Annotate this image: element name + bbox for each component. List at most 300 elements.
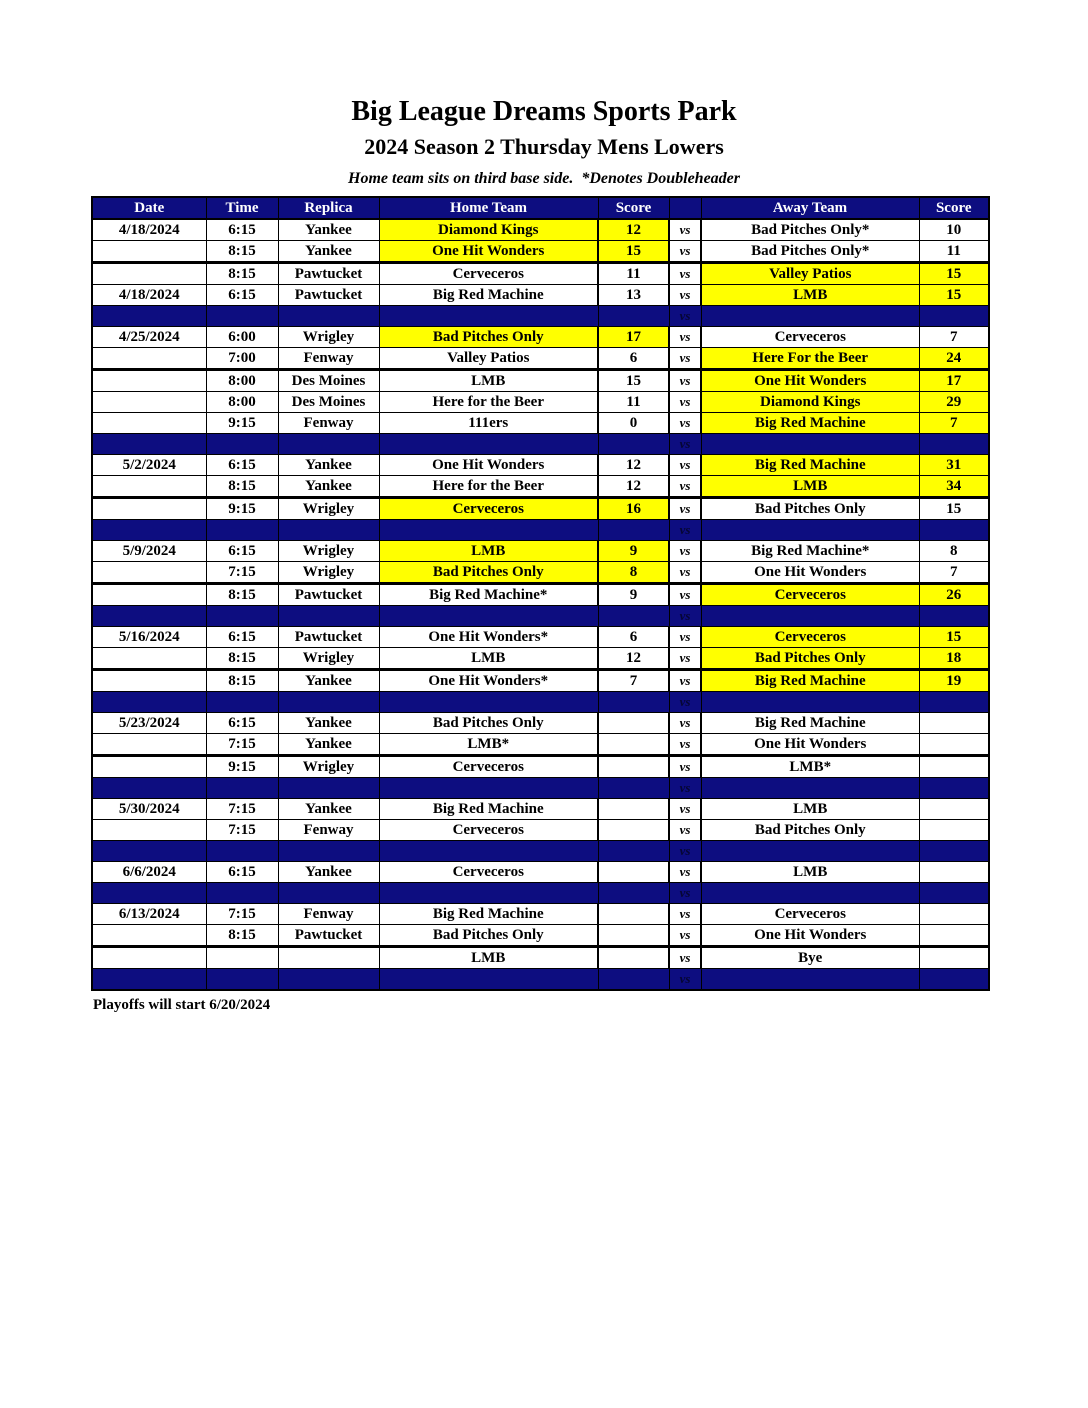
sep-score2-cell: [919, 883, 989, 904]
time-cell: 8:00: [206, 392, 278, 413]
away-score-cell: 15: [919, 263, 989, 285]
home-score-cell: 11: [598, 263, 669, 285]
home-score-cell: 6: [598, 348, 669, 370]
home-score-cell: [598, 862, 669, 883]
home-team-cell: Cerveceros: [379, 498, 598, 520]
game-row: [92, 820, 989, 841]
sep-home-cell: [379, 778, 598, 799]
away-team-cell: Bad Pitches Only: [701, 498, 919, 520]
sep-away-cell: [701, 778, 919, 799]
time-cell: 8:15: [206, 584, 278, 606]
home-team-cell: Bad Pitches Only: [379, 562, 598, 584]
time-cell: 7:15: [206, 562, 278, 584]
home-team-cell: Big Red Machine: [379, 904, 598, 925]
away-score-cell: [919, 820, 989, 841]
sep-time-cell: [206, 778, 278, 799]
away-team-cell: Valley Patios: [701, 263, 919, 285]
sep-away-cell: [701, 306, 919, 327]
away-score-cell: 8: [919, 541, 989, 562]
sep-time-cell: [206, 692, 278, 713]
vs-cell: vs: [669, 498, 701, 520]
home-score-cell: 12: [598, 219, 669, 241]
replica-cell: Yankee: [278, 862, 379, 883]
col-header-date: Date: [92, 197, 206, 219]
date-cell: 4/18/2024: [92, 285, 206, 306]
sep-vs-cell: vs: [669, 692, 701, 713]
home-team-cell: Bad Pitches Only: [379, 327, 598, 348]
sep-replica-cell: [278, 883, 379, 904]
game-row: [92, 925, 989, 947]
sep-home-cell: [379, 883, 598, 904]
game-row: [92, 327, 989, 348]
away-team-cell: Bad Pitches Only*: [701, 219, 919, 241]
date-cell: [92, 348, 206, 370]
time-cell: 6:15: [206, 862, 278, 883]
sep-date-cell: [92, 969, 206, 991]
game-row: [92, 498, 989, 520]
vs-cell: vs: [669, 241, 701, 263]
game-row: [92, 455, 989, 476]
away-score-cell: [919, 925, 989, 947]
sep-score1-cell: [598, 606, 669, 627]
date-cell: 4/25/2024: [92, 327, 206, 348]
vs-cell: vs: [669, 734, 701, 756]
home-team-cell: Here for the Beer: [379, 392, 598, 413]
col-header-score: Score: [598, 197, 669, 219]
sep-away-cell: [701, 520, 919, 541]
time-cell: 8:15: [206, 648, 278, 670]
game-row: [92, 476, 989, 498]
game-row: [92, 799, 989, 820]
game-row: [92, 370, 989, 392]
sep-date-cell: [92, 520, 206, 541]
away-score-cell: [919, 799, 989, 820]
home-score-cell: 16: [598, 498, 669, 520]
home-team-cell: One Hit Wonders: [379, 241, 598, 263]
away-team-cell: Cerveceros: [701, 627, 919, 648]
date-cell: [92, 498, 206, 520]
vs-cell: vs: [669, 327, 701, 348]
away-team-cell: LMB*: [701, 756, 919, 778]
home-score-cell: 17: [598, 327, 669, 348]
sep-home-cell: [379, 606, 598, 627]
time-cell: 8:15: [206, 670, 278, 692]
away-score-cell: 15: [919, 498, 989, 520]
replica-cell: Yankee: [278, 219, 379, 241]
replica-cell: Fenway: [278, 820, 379, 841]
date-cell: [92, 413, 206, 434]
sep-score2-cell: [919, 841, 989, 862]
date-cell: [92, 756, 206, 778]
sep-date-cell: [92, 692, 206, 713]
home-team-cell: One Hit Wonders: [379, 455, 598, 476]
game-row: [92, 904, 989, 925]
away-team-cell: One Hit Wonders: [701, 734, 919, 756]
away-team-cell: One Hit Wonders: [701, 925, 919, 947]
home-team-cell: One Hit Wonders*: [379, 670, 598, 692]
date-cell: 5/2/2024: [92, 455, 206, 476]
sep-away-cell: [701, 969, 919, 991]
separator-row: [92, 306, 989, 327]
sep-score1-cell: [598, 306, 669, 327]
replica-cell: Fenway: [278, 348, 379, 370]
away-team-cell: Cerveceros: [701, 584, 919, 606]
vs-cell: vs: [669, 799, 701, 820]
home-team-cell: Diamond Kings: [379, 219, 598, 241]
sep-replica-cell: [278, 969, 379, 991]
sep-replica-cell: [278, 606, 379, 627]
date-cell: [92, 670, 206, 692]
home-team-cell: LMB*: [379, 734, 598, 756]
away-team-cell: Cerveceros: [701, 904, 919, 925]
vs-cell: vs: [669, 285, 701, 306]
vs-cell: vs: [669, 820, 701, 841]
sep-away-cell: [701, 841, 919, 862]
replica-cell: Pawtucket: [278, 285, 379, 306]
game-row: [92, 348, 989, 370]
home-score-cell: [598, 925, 669, 947]
sep-date-cell: [92, 883, 206, 904]
home-team-cell: Cerveceros: [379, 756, 598, 778]
sep-home-cell: [379, 434, 598, 455]
away-score-cell: 15: [919, 627, 989, 648]
home-score-cell: 12: [598, 476, 669, 498]
sep-vs-cell: vs: [669, 434, 701, 455]
date-cell: [92, 562, 206, 584]
sep-score1-cell: [598, 841, 669, 862]
col-header-away-team: Away Team: [701, 197, 919, 219]
replica-cell: Wrigley: [278, 327, 379, 348]
away-score-cell: [919, 904, 989, 925]
sep-vs-cell: vs: [669, 520, 701, 541]
replica-cell: Yankee: [278, 241, 379, 263]
home-score-cell: [598, 756, 669, 778]
sep-away-cell: [701, 883, 919, 904]
sep-score2-cell: [919, 969, 989, 991]
sep-time-cell: [206, 841, 278, 862]
col-header-home-team: Home Team: [379, 197, 598, 219]
sep-time-cell: [206, 306, 278, 327]
game-row: [92, 392, 989, 413]
home-score-cell: [598, 799, 669, 820]
replica-cell: Wrigley: [278, 562, 379, 584]
sep-date-cell: [92, 434, 206, 455]
sep-score1-cell: [598, 434, 669, 455]
sep-home-cell: [379, 841, 598, 862]
separator-row: [92, 692, 989, 713]
replica-cell: Wrigley: [278, 498, 379, 520]
home-team-cell: LMB: [379, 541, 598, 562]
vs-cell: vs: [669, 862, 701, 883]
time-cell: 7:15: [206, 820, 278, 841]
replica-cell: Yankee: [278, 799, 379, 820]
sep-score2-cell: [919, 434, 989, 455]
game-row: [92, 862, 989, 883]
date-cell: 6/13/2024: [92, 904, 206, 925]
away-score-cell: 29: [919, 392, 989, 413]
game-row: [92, 947, 989, 969]
replica-cell: Des Moines: [278, 392, 379, 413]
away-score-cell: 7: [919, 562, 989, 584]
page-subtitle: 2024 Season 2 Thursday Mens Lowers: [364, 134, 724, 159]
home-score-cell: 7: [598, 670, 669, 692]
sep-score1-cell: [598, 692, 669, 713]
home-score-cell: 15: [598, 370, 669, 392]
game-row: [92, 413, 989, 434]
away-team-cell: Bad Pitches Only: [701, 648, 919, 670]
game-row: [92, 263, 989, 285]
replica-cell: Pawtucket: [278, 584, 379, 606]
date-cell: [92, 947, 206, 969]
home-team-cell: Cerveceros: [379, 862, 598, 883]
date-cell: 5/16/2024: [92, 627, 206, 648]
replica-cell: Wrigley: [278, 756, 379, 778]
replica-cell: Pawtucket: [278, 627, 379, 648]
home-score-cell: 8: [598, 562, 669, 584]
away-team-cell: LMB: [701, 799, 919, 820]
away-team-cell: Diamond Kings: [701, 392, 919, 413]
home-team-cell: Valley Patios: [379, 348, 598, 370]
time-cell: 8:15: [206, 263, 278, 285]
time-cell: 7:15: [206, 734, 278, 756]
time-cell: 6:15: [206, 219, 278, 241]
sep-date-cell: [92, 778, 206, 799]
replica-cell: Yankee: [278, 734, 379, 756]
home-score-cell: [598, 734, 669, 756]
sep-away-cell: [701, 692, 919, 713]
sep-replica-cell: [278, 434, 379, 455]
separator-row: [92, 778, 989, 799]
col-header-vs: [669, 197, 701, 219]
game-row: [92, 756, 989, 778]
game-row: [92, 285, 989, 306]
date-cell: [92, 392, 206, 413]
away-team-cell: Here For the Beer: [701, 348, 919, 370]
home-team-cell: Bad Pitches Only: [379, 713, 598, 734]
home-score-cell: 0: [598, 413, 669, 434]
away-score-cell: 19: [919, 670, 989, 692]
sep-time-cell: [206, 606, 278, 627]
sep-vs-cell: vs: [669, 306, 701, 327]
replica-cell: [278, 947, 379, 969]
home-team-cell: Here for the Beer: [379, 476, 598, 498]
away-score-cell: 31: [919, 455, 989, 476]
away-score-cell: 17: [919, 370, 989, 392]
away-team-cell: Big Red Machine: [701, 670, 919, 692]
time-cell: 8:00: [206, 370, 278, 392]
home-team-cell: 111ers: [379, 413, 598, 434]
sep-date-cell: [92, 606, 206, 627]
schedule-note: Home team sits on third base side. *Denotes Doubleheader: [348, 170, 740, 187]
away-score-cell: 10: [919, 219, 989, 241]
sep-time-cell: [206, 520, 278, 541]
sep-replica-cell: [278, 306, 379, 327]
sep-home-cell: [379, 520, 598, 541]
home-score-cell: 11: [598, 392, 669, 413]
time-cell: 6:00: [206, 327, 278, 348]
time-cell: 6:15: [206, 627, 278, 648]
sep-replica-cell: [278, 692, 379, 713]
time-cell: 9:15: [206, 413, 278, 434]
time-cell: 9:15: [206, 498, 278, 520]
separator-row: [92, 883, 989, 904]
time-cell: 7:15: [206, 799, 278, 820]
home-team-cell: Cerveceros: [379, 820, 598, 841]
date-cell: 5/23/2024: [92, 713, 206, 734]
sep-score2-cell: [919, 778, 989, 799]
time-cell: 7:15: [206, 904, 278, 925]
game-row: [92, 562, 989, 584]
sep-away-cell: [701, 434, 919, 455]
date-cell: [92, 241, 206, 263]
vs-cell: vs: [669, 562, 701, 584]
replica-cell: Pawtucket: [278, 263, 379, 285]
col-header-replica: Replica: [278, 197, 379, 219]
away-score-cell: [919, 734, 989, 756]
vs-cell: vs: [669, 670, 701, 692]
vs-cell: vs: [669, 904, 701, 925]
time-cell: [206, 947, 278, 969]
sep-vs-cell: vs: [669, 883, 701, 904]
sep-date-cell: [92, 306, 206, 327]
home-score-cell: 13: [598, 285, 669, 306]
game-row: [92, 670, 989, 692]
separator-row: [92, 520, 989, 541]
away-score-cell: 34: [919, 476, 989, 498]
sep-replica-cell: [278, 841, 379, 862]
replica-cell: Wrigley: [278, 648, 379, 670]
away-team-cell: Bye: [701, 947, 919, 969]
replica-cell: Des Moines: [278, 370, 379, 392]
date-cell: 6/6/2024: [92, 862, 206, 883]
time-cell: 6:15: [206, 455, 278, 476]
game-row: [92, 734, 989, 756]
vs-cell: vs: [669, 541, 701, 562]
separator-row: [92, 841, 989, 862]
home-team-cell: LMB: [379, 370, 598, 392]
date-cell: [92, 584, 206, 606]
game-row: [92, 219, 989, 241]
separator-row: [92, 434, 989, 455]
home-score-cell: 9: [598, 584, 669, 606]
away-team-cell: Big Red Machine: [701, 713, 919, 734]
date-cell: [92, 734, 206, 756]
away-team-cell: Big Red Machine: [701, 455, 919, 476]
sep-home-cell: [379, 306, 598, 327]
away-team-cell: LMB: [701, 285, 919, 306]
vs-cell: vs: [669, 219, 701, 241]
game-row: [92, 241, 989, 263]
away-score-cell: 15: [919, 285, 989, 306]
away-score-cell: 18: [919, 648, 989, 670]
sep-vs-cell: vs: [669, 841, 701, 862]
time-cell: 7:00: [206, 348, 278, 370]
vs-cell: vs: [669, 455, 701, 476]
replica-cell: Fenway: [278, 904, 379, 925]
vs-cell: vs: [669, 476, 701, 498]
date-cell: [92, 263, 206, 285]
playoffs-note: Playoffs will start 6/20/2024: [93, 997, 271, 1013]
vs-cell: vs: [669, 370, 701, 392]
table-header-row: [92, 197, 989, 219]
vs-cell: vs: [669, 756, 701, 778]
sep-vs-cell: vs: [669, 606, 701, 627]
away-team-cell: Bad Pitches Only*: [701, 241, 919, 263]
vs-cell: vs: [669, 413, 701, 434]
game-row: [92, 584, 989, 606]
vs-cell: vs: [669, 925, 701, 947]
away-team-cell: LMB: [701, 476, 919, 498]
time-cell: 6:15: [206, 541, 278, 562]
home-team-cell: Big Red Machine: [379, 285, 598, 306]
home-score-cell: 12: [598, 648, 669, 670]
away-team-cell: LMB: [701, 862, 919, 883]
sep-time-cell: [206, 434, 278, 455]
away-team-cell: One Hit Wonders: [701, 370, 919, 392]
schedule-table: [91, 196, 990, 991]
home-team-cell: LMB: [379, 947, 598, 969]
replica-cell: Pawtucket: [278, 925, 379, 947]
away-team-cell: One Hit Wonders: [701, 562, 919, 584]
date-cell: [92, 648, 206, 670]
time-cell: 8:15: [206, 476, 278, 498]
away-score-cell: [919, 756, 989, 778]
sep-score2-cell: [919, 606, 989, 627]
date-cell: 5/9/2024: [92, 541, 206, 562]
home-score-cell: [598, 904, 669, 925]
game-row: [92, 648, 989, 670]
home-score-cell: 12: [598, 455, 669, 476]
away-score-cell: [919, 947, 989, 969]
sep-score2-cell: [919, 520, 989, 541]
away-score-cell: [919, 713, 989, 734]
date-cell: [92, 925, 206, 947]
time-cell: 6:15: [206, 285, 278, 306]
away-score-cell: 7: [919, 327, 989, 348]
separator-row: [92, 606, 989, 627]
date-cell: [92, 370, 206, 392]
sep-score1-cell: [598, 778, 669, 799]
sep-vs-cell: vs: [669, 969, 701, 991]
away-team-cell: Cerveceros: [701, 327, 919, 348]
time-cell: 9:15: [206, 756, 278, 778]
sep-score2-cell: [919, 692, 989, 713]
away-team-cell: Bad Pitches Only: [701, 820, 919, 841]
vs-cell: vs: [669, 947, 701, 969]
sep-score1-cell: [598, 520, 669, 541]
vs-cell: vs: [669, 713, 701, 734]
sep-replica-cell: [278, 778, 379, 799]
sep-score2-cell: [919, 306, 989, 327]
home-score-cell: 15: [598, 241, 669, 263]
away-team-cell: Big Red Machine*: [701, 541, 919, 562]
time-cell: 6:15: [206, 713, 278, 734]
sep-home-cell: [379, 969, 598, 991]
page-title: Big League Dreams Sports Park: [351, 96, 737, 127]
home-score-cell: [598, 947, 669, 969]
date-cell: 5/30/2024: [92, 799, 206, 820]
date-cell: [92, 476, 206, 498]
away-score-cell: 11: [919, 241, 989, 263]
game-row: [92, 713, 989, 734]
sep-score1-cell: [598, 883, 669, 904]
sep-home-cell: [379, 692, 598, 713]
replica-cell: Wrigley: [278, 541, 379, 562]
vs-cell: vs: [669, 392, 701, 413]
home-score-cell: [598, 820, 669, 841]
time-cell: 8:15: [206, 925, 278, 947]
vs-cell: vs: [669, 627, 701, 648]
